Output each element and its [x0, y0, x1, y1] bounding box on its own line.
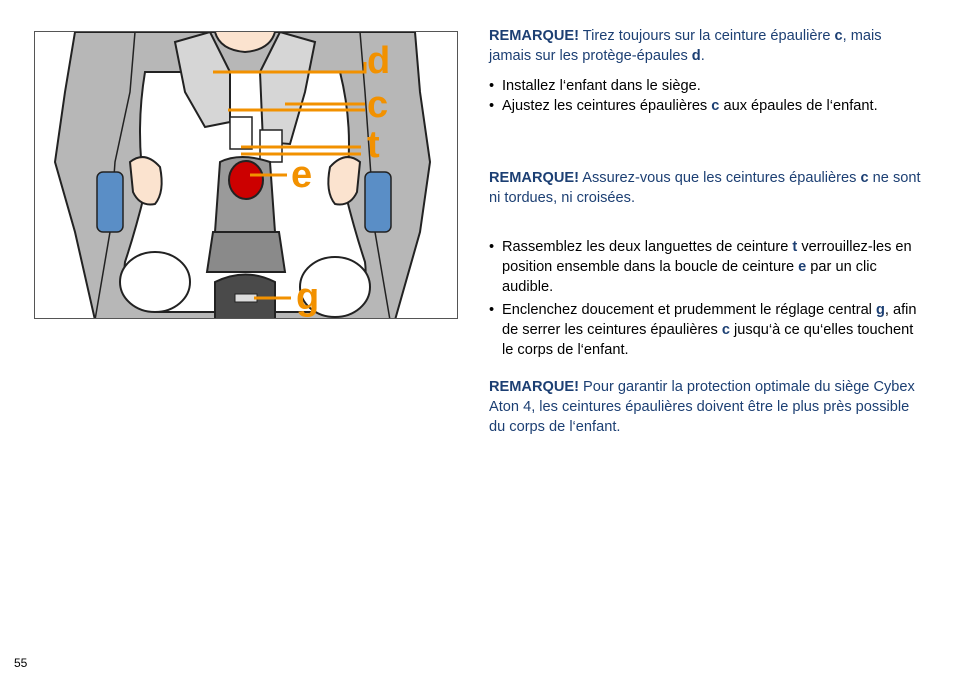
list-1-item-1: • Installez l‘enfant dans le siège.: [489, 76, 924, 96]
note-2-label: REMARQUE!: [489, 170, 579, 186]
list-2-item-2-text-3: jusqu‘à ce qu‘elles touchent le corps de l‘enfant.: [502, 322, 914, 358]
list-2-item-1-text: Rassemblez les deux languettes de ceinture: [502, 239, 793, 255]
right-side-pad: [365, 172, 391, 232]
note-1-text-3: .: [700, 48, 705, 64]
callout-t: t: [367, 124, 380, 166]
callout-d: d: [367, 40, 391, 82]
note-1-text-2: , mais jamais sur les protège-épaules: [489, 28, 882, 64]
list-2-item-2-text-2: , afin de serrer les ceintures épaulières: [502, 302, 917, 338]
ref-t: t: [792, 239, 798, 255]
callout-c: c: [367, 84, 389, 126]
callout-g: g: [296, 276, 320, 318]
list-2-item-1: [489, 237, 924, 297]
note-3-text: Pour garantir la protection optimale du siège Cybex Aton 4, les ceintures épaulières doivent être le plus près possible du corps de l‘enfant.: [489, 379, 915, 435]
note-3-label: REMARQUE!: [489, 379, 579, 395]
ref-e: e: [798, 259, 807, 275]
list-1-item-2-text-2: aux épaules de l‘enfant.: [719, 98, 878, 114]
list-2-item-2-text: Enclenchez doucement et prudemment le réglage central: [502, 302, 876, 318]
note-1-text: Tirez toujours sur la ceinture épaulière: [579, 28, 835, 44]
ref-c-3: c: [860, 170, 869, 186]
page-number: 55: [14, 656, 28, 670]
list-2-item-2: [489, 300, 924, 360]
note-2: [489, 168, 924, 208]
ref-c-2: c: [711, 98, 720, 114]
ref-c: c: [834, 28, 843, 44]
note-1: [489, 26, 924, 66]
list-2: [489, 237, 924, 360]
left-side-pad: [97, 172, 123, 232]
buckle: [229, 161, 263, 199]
note-1-label: REMARQUE!: [489, 28, 579, 44]
ref-c-4: c: [721, 322, 730, 338]
list-2-item-1-text-3: par un clic audible.: [502, 259, 877, 295]
ref-g: g: [875, 302, 885, 318]
note-2-text: Assurez-vous que les ceintures épaulières: [579, 170, 861, 186]
list-1: [489, 76, 924, 116]
list-1-item-2: [489, 96, 924, 116]
car-seat-drawing: [35, 32, 458, 319]
callout-e: e: [291, 154, 313, 196]
ref-d: d: [691, 48, 701, 64]
instructions-column: [489, 26, 924, 437]
list-2-item-1-text-2: verrouillez-les en position ensemble dans la boucle de ceinture: [502, 239, 912, 275]
car-seat-illustration: [34, 31, 458, 319]
note-2-text-2: ne sont ni tordues, ni croisées.: [489, 170, 921, 206]
list-1-item-2-text: Ajustez les ceintures épaulières: [502, 98, 712, 114]
note-3: [489, 377, 924, 437]
